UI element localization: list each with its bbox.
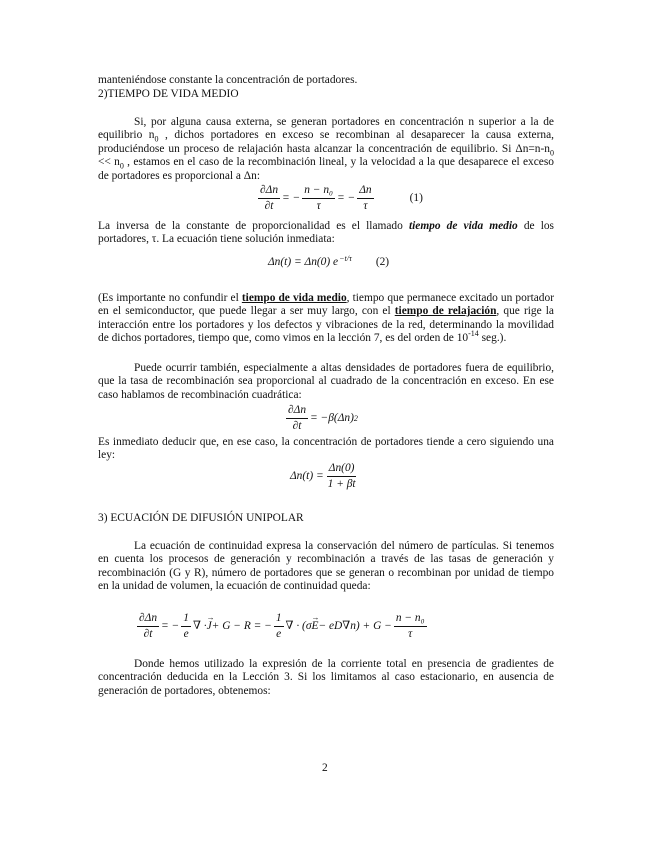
- page-number: 2: [322, 762, 328, 774]
- paragraph-decay-law: Es inmediato deducir que, en ese caso, la concentración de portadores tiende a cero siguiendo una ley:: [98, 436, 554, 462]
- fraction-lhs: $\frac{\partial\Delta n}{\partial t}$: [260, 184, 279, 212]
- paragraph-recombination: Si, por alguna causa externa, se generan portadores en concentración n superior a la de equilibrio $n_0$ , dichos portadores en exceso se recombinan al desaparecer la causa externa, produciéndose un proceso de relajación hasta alcanzar la concentración de equilibrio. Si $\Delta n=n-n_0 << n_0$ , estamos en el caso de la recombinación lineal, y la velocidad a la que desaparece el exceso de portadores es proporcional a Δn:: [98, 116, 554, 182]
- vector-j: → J: [207, 620, 212, 633]
- equation-1: $\frac{\partial\Delta n}{\partial t}$ = − $\frac{\text{n − n₀}}{\tau}$ = − $\frac{\Delta n}{\tau}$ (1): [260, 184, 423, 212]
- section-heading-3: 3) ECUACIÓN DE DIFUSIÓN UNIPOLAR: [98, 512, 304, 524]
- fraction-rhs: $\frac{\Delta n}{\tau}$: [359, 184, 372, 212]
- term-relaxation-underlined: tiempo de relajación: [394, 305, 497, 318]
- equation-number-2: (2): [375, 256, 390, 268]
- fraction-mid: $\frac{\text{n − n₀}}{\tau}$: [304, 184, 333, 212]
- fraction-lhs: $\frac{\partial\Delta n}{\partial t}$: [288, 404, 307, 432]
- paragraph-note: (Es importante no confundir el tiempo de vida medio, tiempo que permanece excitado un portador en el semiconductor, que puede llegar a ser muy largo, con el tiempo de relajación, que rige la interacción entre los portadores y los defectos y vibraciones de la red, determinando la movilidad de dichos portadores, tiempo que, como vimos en la lección 7, es del orden de $10^{-14}$ seg.).: [98, 292, 554, 345]
- paragraph-continuity: La ecuación de continuidad expresa la conservación del número de partículas. Si tenemos en cuenta los procesos de generación y recombinación a través de las tasas de generación y recombinación (G y R), número de portadores que se generan o recombinan por unidad de tiempo en la unidad de volumen, la ecuación de continuidad queda:: [98, 540, 554, 593]
- equation-continuity: $\frac{\partial\Delta n}{\partial t}$ = − $\frac{1}{e}$ ∇ · → J + G − R = − $\frac{1}{e}$ ∇ · (σ → E − eD∇n) + G − $\frac{\text{n − n₀}}{\tau}$: [135, 612, 429, 641]
- term-lifetime: tiempo de vida medio: [408, 220, 518, 232]
- fraction-lhs: $\frac{\partial\Delta n}{\partial t}$: [139, 612, 158, 640]
- section-heading-2: 2)TIEMPO DE VIDA MEDIO: [98, 88, 239, 100]
- fraction-one-over-e-2: $\frac{1}{e}$: [275, 612, 282, 640]
- fraction-one-over-e: $\frac{1}{e}$: [183, 612, 189, 640]
- equation-2: Δn(t) = Δn(0) e $^{-t/\tau}$ (2): [268, 253, 390, 268]
- equation-3: $\frac{\partial\Delta n}{\partial t}$ = −β(Δn) 2: [288, 404, 358, 432]
- term-lifetime-underlined: tiempo de vida medio: [241, 292, 347, 304]
- paragraph-lifetime: La inversa de la constante de proporcionalidad es el llamado tiempo de vida medio de los portadores, τ. La ecuación tiene solución inmediata:: [98, 220, 554, 246]
- vector-e: → E: [311, 620, 318, 633]
- fraction-rhs: $\frac{\Delta n(0)}{1 + \beta t}$: [327, 462, 356, 490]
- fraction-excess-over-tau: $\frac{\text{n − n₀}}{\tau}$: [395, 612, 425, 640]
- paragraph-quadratic: Puede ocurrir también, especialmente a altas densidades de portadores fuera de equilibrio, que la tasa de recombinación sea proporcional al cuadrado de la concentración en exceso. En ese caso hablamos de recombinación cuadrática:: [98, 362, 554, 401]
- equation-4: Δn(t) = $\frac{\Delta n(0)}{1 + \beta t}$: [290, 462, 356, 490]
- paragraph-steady-state: Donde hemos utilizado la expresión de la corriente total en presencia de gradientes de concentración deducida en la Lección 3. Si los limitamos al caso estacionario, en ausencia de generación de portadores, obtenemos:: [98, 658, 554, 697]
- equation-number-1: (1): [409, 191, 423, 204]
- text-line-top: manteniéndose constante la concentración de portadores.: [98, 74, 358, 86]
